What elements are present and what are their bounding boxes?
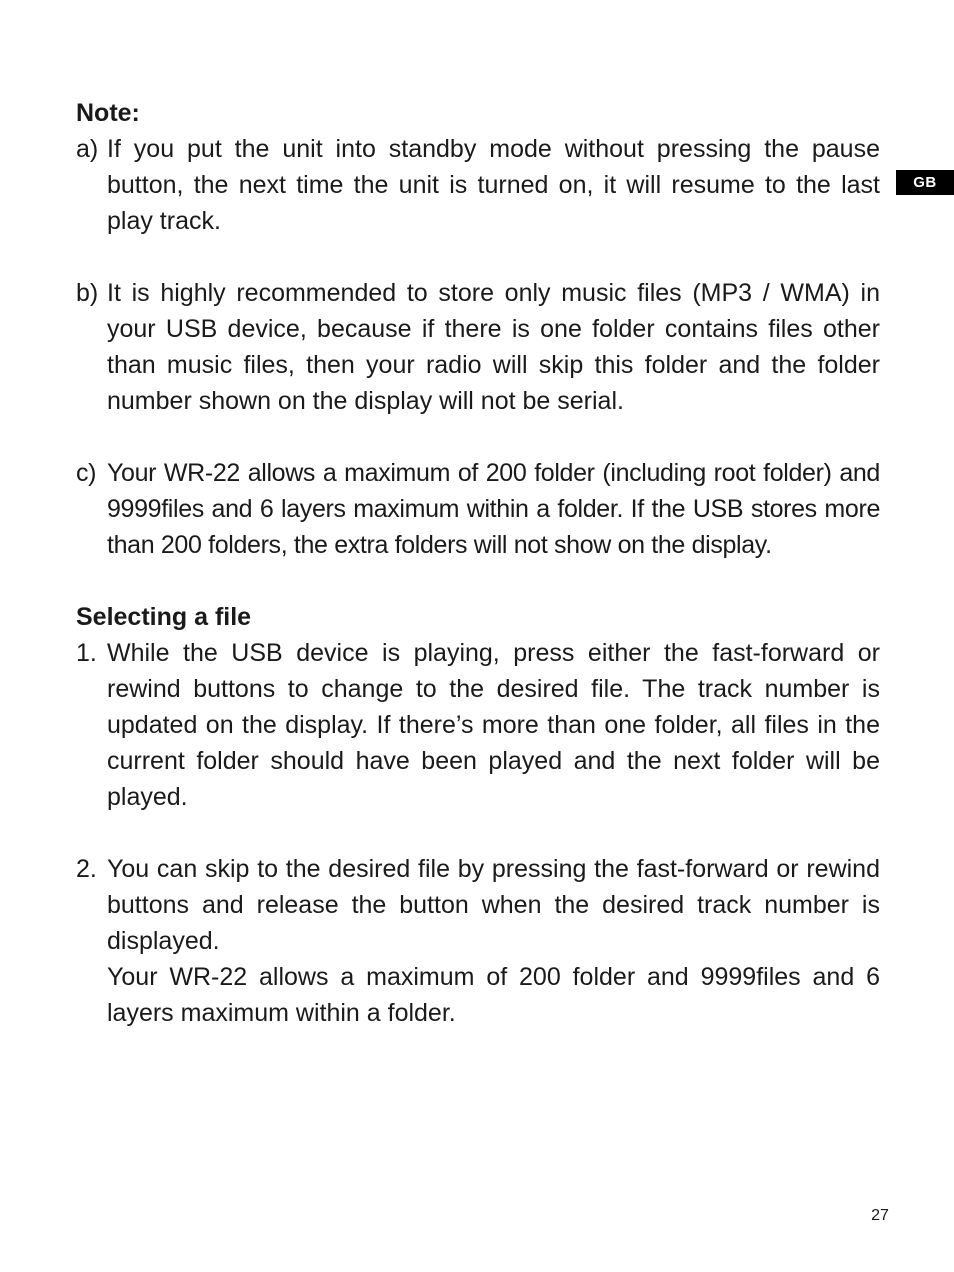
- note-item-a: [76, 131, 880, 239]
- page-number: 27: [871, 1207, 889, 1224]
- step-number: 1.: [76, 639, 97, 667]
- note-item-marker: b): [76, 279, 99, 307]
- note-item-text: If you put the unit into standby mode without pressing the pause button, the next time the unit is turned on, it will resume to the last play track.: [107, 135, 880, 235]
- selecting-step-2-extra: Your WR-22 allows a maximum of 200 folder and 9999files and 6 layers maximum within a folder.: [107, 963, 880, 1027]
- selecting-step-2: [76, 851, 880, 959]
- note-item-marker: c): [76, 459, 97, 487]
- manual-page-content: [76, 95, 880, 1031]
- note-item-b: [76, 275, 880, 419]
- selecting-step-1: [76, 635, 880, 815]
- note-item-text: Your WR-22 allows a maximum of 200 folder (including root folder) and 9999files and 6 layers maximum within a folder. If the USB stores more than 200 folders, the extra folders will not show on the display.: [107, 459, 880, 559]
- step-text: You can skip to the desired file by pressing the fast-forward or rewind buttons and release the button when the desired track number is displayed.: [107, 855, 880, 955]
- step-number: 2.: [76, 855, 97, 883]
- note-heading: Note:: [76, 99, 140, 127]
- note-item-text: It is highly recommended to store only music files (MP3 / WMA) in your USB device, because if there is one folder contains files other than music files, then your radio will skip this folder and the folder number shown on the display will not be serial.: [107, 279, 880, 415]
- step-text: While the USB device is playing, press either the fast-forward or rewind buttons to change to the desired file. The track number is updated on the display. If there’s more than one folder, all files in the current folder should have been played and the next folder will be played.: [107, 639, 880, 811]
- language-tab: GB: [896, 170, 954, 195]
- note-item-c: [76, 455, 880, 563]
- selecting-file-heading: Selecting a file: [76, 603, 252, 631]
- note-item-marker: a): [76, 135, 99, 163]
